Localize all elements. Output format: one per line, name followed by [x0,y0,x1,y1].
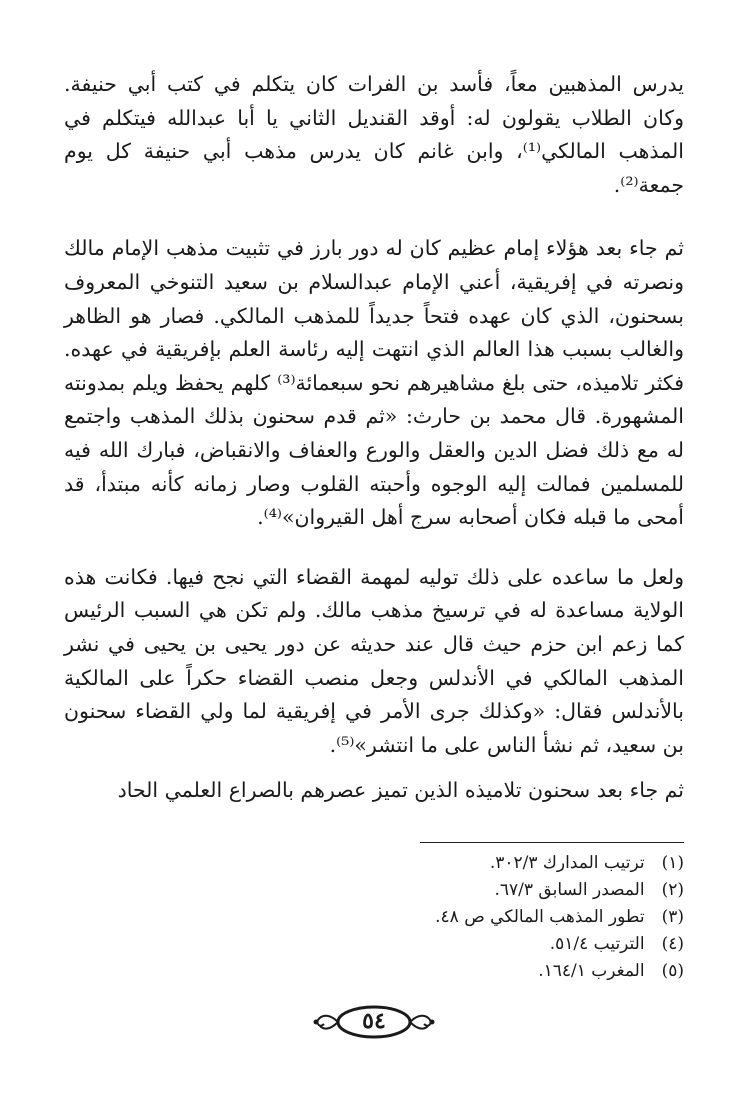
footnote-number: (٥) [661,961,684,981]
footnote-3 [360,904,684,931]
main-text [64,68,684,808]
footnote-2 [360,877,684,904]
footnote-text: الترتيب ٥١/٤. [549,934,645,954]
footnote-number: (١) [661,853,684,873]
footnote-text: المغرب ١٦٤/١. [538,961,645,981]
footnote-text: تطور المذهب المالكي ص ٤٨. [435,907,645,927]
page-number-ornament [312,1002,436,1042]
page-number: ٥٤ [362,1008,386,1034]
paragraph-4: ثم جاء بعد سحنون تلاميذه الذين تميز عصرهم بالصراع العلمي الحاد [117,778,684,803]
footnote-5 [360,958,684,985]
paragraph-3: ولعل ما ساعده على ذلك توليه لمهمة القضاء التي نجح فيها. فكانت هذه الولاية مساعدة له في ترسيخ مذهب مالك. ولم تكن هي السبب الرئيس كما زعم ابن حزم حيث قال عند حديثه عن دور يحيى بن يحيى في نشر المذهب المالكي في الأندلس وجعل منصب القضاء حكراً على المالكية بالأندلس فقال: «وكذلك جرى الأمر في إفريقية لما ولي القضاء سحنون بن سعيد، ثم نشأ الناس على ما انتشر»⁽⁵⁾. [64,564,684,757]
footnote-4 [360,931,684,958]
paragraph-1: يدرس المذهبين معاً، فأسد بن الفرات كان يتكلم في كتب أبي حنيفة. وكان الطلاب يقولون له: أوقد القنديل الثاني يا أبا عبدالله فيتكلم في المذهب المالكي⁽¹⁾، وابن غانم كان يدرس مذهب أبي حنيفة كل يوم جمعة⁽²⁾. [64,72,684,197]
footnote-separator [420,842,684,843]
footnote-number: (٣) [661,907,684,927]
footnote-1 [360,850,684,877]
footnote-number: (٢) [661,880,684,900]
footnote-text: ترتيب المدارك ٣٠٢/٣. [489,853,645,873]
footnote-text: المصدر السابق ٦٧/٣. [494,880,645,900]
footnote-number: (٤) [661,934,684,954]
paragraph-2: ثم جاء بعد هؤلاء إمام عظيم كان له دور بارز في تثبيت مذهب الإمام مالك ونصرته في إفريقية، أعني الإمام عبدالسلام بن سعيد التنوخي المعروف بسحنون، الذي كان عهده فتحاً جديداً للمذهب المالكي. فصار هو الظاهر والغالب بسبب هذا العالم الذي انتهت إليه رئاسة العلم بإفريقية في عهده. فكثر تلاميذه، حتى بلغ مشاهيرهم نحو سبعمائة⁽³⁾ كلهم يحفظ ويلم بمدونته المشهورة. قال محمد بن حارث: «ثم قدم سحنون بذلك المذهب واجتمع له مع ذلك فضل الدين والعقل والورع والعفاف والانقباض، فبارك الله فيه للمسلمين فمالت إليه الوجوه وأحبته القلوب وصار زمانه كأنه مبتدأ، قد أمحى ما قبله فكان أصحابه سرج أهل القيروان»⁽⁴⁾. [64,236,684,530]
footnotes [360,850,684,985]
